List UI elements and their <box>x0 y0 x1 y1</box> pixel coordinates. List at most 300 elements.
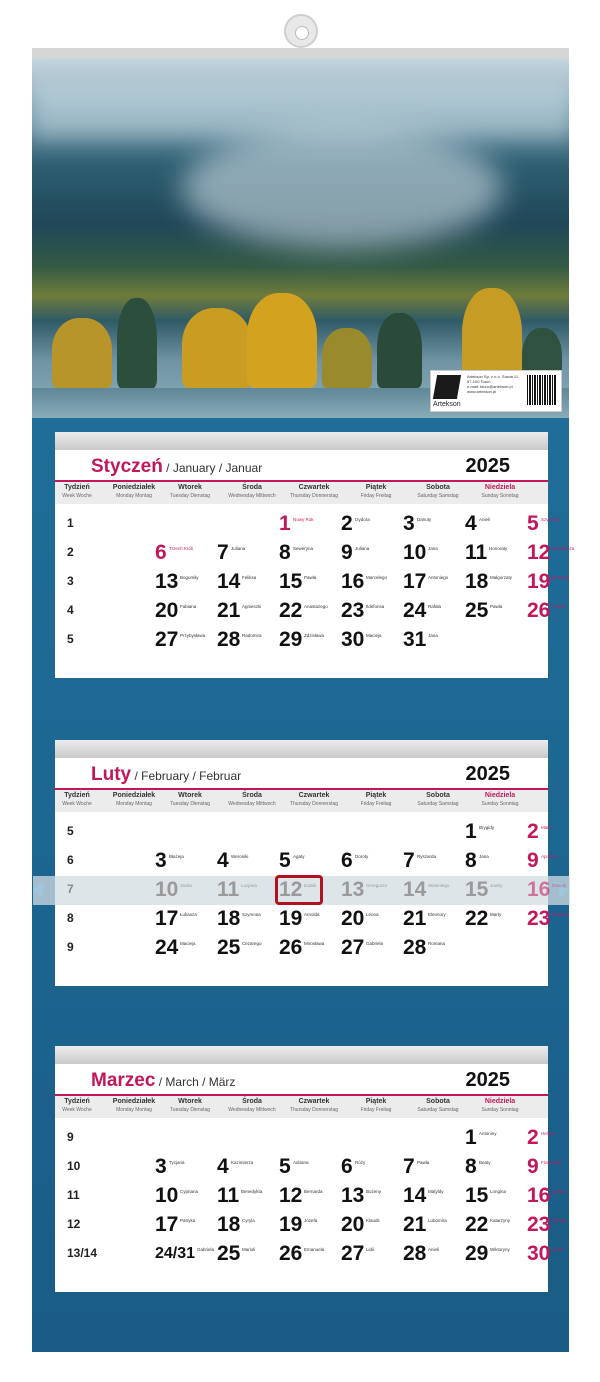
day-cell[interactable] <box>527 539 589 568</box>
week-number: 9 <box>67 940 74 954</box>
day-number: 3 <box>155 1155 167 1178</box>
weekday-header <box>221 484 283 500</box>
day-cell[interactable] <box>403 1182 465 1211</box>
week-row <box>55 568 569 597</box>
week-number: 1 <box>67 516 74 530</box>
name-day-text: Józefa <box>304 1218 318 1223</box>
day-number: 12 <box>279 878 303 901</box>
day-cell[interactable] <box>155 597 217 626</box>
name-day-text: Jana <box>428 633 438 638</box>
weekday-translation: Saturday Samstag <box>417 493 459 499</box>
name-day-text: Cyryla <box>242 1218 255 1223</box>
day-number: 21 <box>403 907 427 930</box>
day-cell[interactable] <box>465 1153 527 1182</box>
weeks-grid <box>55 510 575 655</box>
day-cell[interactable] <box>527 847 589 876</box>
day-number: 20 <box>155 599 179 622</box>
weekday-header-row <box>55 482 548 504</box>
day-cell[interactable] <box>279 1182 341 1211</box>
weekday-header <box>407 1098 469 1114</box>
day-number: 28 <box>403 936 427 959</box>
weekday-name: Piątek <box>365 792 387 799</box>
day-number: 4 <box>465 512 477 535</box>
day-cell[interactable] <box>527 1211 589 1240</box>
name-day-text: Agaty <box>293 854 305 859</box>
day-cell[interactable] <box>403 597 465 626</box>
day-cell[interactable] <box>341 1182 403 1211</box>
name-day-text: Tytusa <box>552 604 566 609</box>
name-day-text: Przybysława <box>180 633 206 638</box>
tree-yellow <box>322 328 372 388</box>
brand-logo-icon <box>433 375 461 399</box>
day-cell[interactable] <box>527 818 589 847</box>
week-row <box>55 626 548 655</box>
weekday-name: Sobota <box>426 792 450 799</box>
day-cell[interactable] <box>527 905 589 934</box>
day-cell[interactable] <box>527 510 589 539</box>
weekday-name: Piątek <box>365 484 387 491</box>
name-day-text: Franciszki <box>541 1160 562 1165</box>
weekday-name: Tydzień <box>64 792 90 799</box>
name-day-text: Seweryna <box>293 546 314 551</box>
day-cell[interactable] <box>279 905 341 934</box>
weekday-header <box>469 792 531 808</box>
day-cell[interactable] <box>465 1211 527 1240</box>
weekday-name: Niedziela <box>484 792 516 799</box>
day-cell[interactable] <box>279 626 341 655</box>
weekday-header <box>407 792 469 808</box>
day-cell[interactable] <box>341 597 403 626</box>
day-cell[interactable] <box>341 510 403 539</box>
name-day-text: Lubomira <box>428 1218 447 1223</box>
week-number: 12 <box>67 1217 81 1231</box>
weekday-header <box>103 1098 165 1114</box>
day-cell[interactable] <box>527 597 589 626</box>
day-cell[interactable] <box>527 1240 589 1269</box>
day-cell[interactable] <box>155 847 217 876</box>
week-row <box>55 818 551 847</box>
day-number: 12 <box>279 1184 303 1207</box>
name-day-text: Juliana <box>231 546 246 551</box>
name-day-text: Cezarego <box>242 941 262 946</box>
name-day-text: Henryka <box>552 575 569 580</box>
name-day-text: Adriana <box>293 1160 309 1165</box>
week-number: 5 <box>67 824 74 838</box>
day-number: 31 <box>403 628 427 651</box>
day-cell[interactable] <box>279 1240 341 1269</box>
day-cell[interactable] <box>465 876 527 905</box>
day-cell[interactable] <box>403 568 465 597</box>
month-card <box>55 450 575 678</box>
day-cell[interactable] <box>217 1182 279 1211</box>
day-number: 12 <box>527 541 551 564</box>
day-cell[interactable] <box>341 934 403 963</box>
day-cell[interactable] <box>155 568 217 597</box>
name-day-text: Róży <box>355 1160 366 1165</box>
day-number: 6 <box>341 1155 353 1178</box>
day-cell[interactable] <box>217 847 279 876</box>
day-cell[interactable] <box>217 597 279 626</box>
day-number: 26 <box>279 1242 303 1265</box>
weekday-translation: Wednesday Mittwoch <box>228 801 276 807</box>
day-cell[interactable] <box>279 847 341 876</box>
name-day-text: Szymona <box>242 912 261 917</box>
name-day-text: Błażeja <box>169 854 184 859</box>
week-row <box>55 539 575 568</box>
today-marker <box>275 875 323 905</box>
day-cell[interactable] <box>217 1153 279 1182</box>
day-number: 11 <box>217 1184 240 1207</box>
week-number: 7 <box>67 882 74 896</box>
name-day-text: Juliana <box>355 546 370 551</box>
day-cell[interactable] <box>403 847 465 876</box>
name-day-text: Mirosława <box>304 941 325 946</box>
weekday-translation: Week Woche <box>62 1107 92 1113</box>
name-day-text: Leona <box>366 912 379 917</box>
tree-yellow <box>247 293 317 388</box>
name-day-text: Radomira <box>242 633 262 638</box>
name-day-text: Rafała <box>428 604 442 609</box>
day-cell[interactable] <box>279 1211 341 1240</box>
weekday-translation: Thursday Donnerstag <box>289 1107 339 1113</box>
weekday-translation: Sunday Sonntag <box>481 801 519 807</box>
day-cell[interactable] <box>341 568 403 597</box>
landscape-photo <box>32 58 569 418</box>
day-number: 23 <box>527 1213 551 1236</box>
day-number: 10 <box>155 878 179 901</box>
month-name-translations: / January / Januar <box>162 461 263 475</box>
day-cell[interactable] <box>403 905 465 934</box>
weekday-header <box>283 1098 345 1114</box>
day-number: 14 <box>403 1184 427 1207</box>
day-cell[interactable] <box>217 626 279 655</box>
week-row <box>55 1153 562 1182</box>
week-number: 5 <box>67 632 74 646</box>
name-day-text: Antoniny <box>479 1131 497 1136</box>
weekday-header <box>283 792 345 808</box>
day-number: 1 <box>279 512 291 535</box>
day-cell[interactable] <box>527 1153 589 1182</box>
day-number: 19 <box>279 1213 303 1236</box>
name-day-text: Anastazego <box>304 604 328 609</box>
name-day-text: Agnieszki <box>242 604 262 609</box>
weekday-header <box>55 484 99 500</box>
day-cell[interactable] <box>155 1211 217 1240</box>
day-number: 21 <box>403 1213 427 1236</box>
week-row <box>55 597 566 626</box>
month-name-pl: Styczeń <box>91 456 163 477</box>
day-cell[interactable] <box>155 1182 217 1211</box>
day-cell[interactable] <box>279 510 341 539</box>
weekday-translation: Wednesday Mittwoch <box>228 1107 276 1113</box>
day-cell[interactable] <box>465 539 527 568</box>
name-day-text: Lidii <box>366 1247 375 1252</box>
day-cell[interactable] <box>465 1240 527 1269</box>
day-cell[interactable] <box>217 905 279 934</box>
day-number: 3 <box>403 512 415 535</box>
day-number: 16 <box>527 878 551 901</box>
name-day-text: Jana <box>479 854 489 859</box>
day-cell[interactable] <box>217 876 279 905</box>
day-cell[interactable] <box>217 1240 279 1269</box>
name-day-text: Eulalii <box>304 883 317 888</box>
weekday-header <box>159 1098 221 1114</box>
name-day-text: Honoraty <box>489 546 508 551</box>
day-number: 18 <box>217 907 241 930</box>
weekday-header <box>469 1098 531 1114</box>
week-number: 3 <box>67 574 74 588</box>
name-day-text: Longina <box>490 1189 507 1194</box>
day-cell[interactable] <box>403 539 465 568</box>
month-top-strip <box>55 432 548 450</box>
month-header <box>55 758 548 790</box>
day-cell[interactable] <box>341 876 403 905</box>
name-day-text: Ildefonsa <box>366 604 385 609</box>
name-day-text: Pawła <box>304 575 317 580</box>
weekday-name: Wtorek <box>178 484 202 491</box>
day-number: 13 <box>341 878 365 901</box>
day-cell[interactable] <box>155 1240 217 1269</box>
day-number: 5 <box>527 512 539 535</box>
weeks-grid <box>55 1124 566 1269</box>
day-cell[interactable] <box>217 1211 279 1240</box>
weekday-name: Środa <box>242 1098 262 1105</box>
day-cell[interactable] <box>403 626 465 655</box>
name-day-text: Trzech Króli <box>169 546 193 551</box>
day-number: 18 <box>217 1213 241 1236</box>
name-day-text: Macieja <box>180 941 196 946</box>
day-cell[interactable] <box>279 568 341 597</box>
weekday-name: Niedziela <box>484 1098 516 1105</box>
day-cell[interactable] <box>465 568 527 597</box>
day-cell[interactable] <box>341 1211 403 1240</box>
name-day-text: Walentego <box>428 883 450 888</box>
weekday-name: Poniedziałek <box>112 1098 156 1105</box>
day-number: 14 <box>403 878 427 901</box>
weekday-translation: Sunday Sonntag <box>481 1107 519 1113</box>
week-row <box>55 1240 564 1269</box>
name-day-text: Gabriela <box>197 1247 215 1252</box>
tree-green <box>377 313 422 388</box>
day-number: 20 <box>341 1213 365 1236</box>
day-number: 16 <box>341 570 365 593</box>
name-day-text: Bożeny <box>366 1189 382 1194</box>
weekday-name: Czwartek <box>298 1098 330 1105</box>
weeks-grid <box>55 818 569 963</box>
name-day-text: Antoniego <box>428 575 449 580</box>
day-cell[interactable] <box>465 818 527 847</box>
day-number: 13 <box>155 570 179 593</box>
day-cell[interactable] <box>217 568 279 597</box>
day-cell[interactable] <box>403 876 465 905</box>
day-cell[interactable] <box>155 1153 217 1182</box>
month-card <box>55 758 569 986</box>
name-day-text: Danuty <box>417 517 432 522</box>
name-day-text: Wiktoryny <box>490 1247 510 1252</box>
name-day-text: Kazimierza <box>231 1160 254 1165</box>
day-cell[interactable] <box>341 1153 403 1182</box>
day-number: 14 <box>217 570 241 593</box>
day-number: 4 <box>217 1155 229 1178</box>
weekday-name: Wtorek <box>178 1098 202 1105</box>
day-cell[interactable] <box>155 539 217 568</box>
month-top-strip <box>55 1046 548 1064</box>
weekday-translation: Thursday Donnerstag <box>289 801 339 807</box>
week-number: 9 <box>67 1130 74 1144</box>
day-number: 20 <box>341 907 365 930</box>
weekday-name: Wtorek <box>178 792 202 799</box>
name-day-text: Jacka <box>180 883 192 888</box>
day-number: 2 <box>341 512 353 535</box>
publisher-email: e-mail: biuro@artekson.pl <box>467 384 513 389</box>
weekday-header <box>469 484 531 500</box>
day-number: 24 <box>403 599 427 622</box>
name-day-text: Marioli <box>242 1247 256 1252</box>
name-day-text: Małgorzaty <box>490 575 513 580</box>
month-name-translations: / February / Februar <box>131 769 242 783</box>
day-number: 22 <box>279 599 303 622</box>
weekday-name: Niedziela <box>484 484 516 491</box>
day-number: 13 <box>341 1184 365 1207</box>
week-row <box>55 934 548 963</box>
publisher-address: Artekson Sp. z o.o. Sowia 11, 87-100 Toruń <box>467 374 520 384</box>
day-number: 25 <box>217 1242 241 1265</box>
name-day-text: Bogumiły <box>180 575 199 580</box>
day-cell[interactable] <box>279 539 341 568</box>
day-number: 24 <box>155 936 179 959</box>
month-name-pl: Marzec <box>91 1070 156 1091</box>
day-cell[interactable] <box>155 934 217 963</box>
weekday-header <box>55 1098 99 1114</box>
week-row <box>55 510 560 539</box>
day-number: 28 <box>403 1242 427 1265</box>
name-day-text: Danuty <box>552 883 567 888</box>
weekday-translation: Tuesday Dienstag <box>169 801 211 807</box>
day-number: 19 <box>279 907 303 930</box>
name-day-text: Romana <box>428 941 446 946</box>
weekday-translation: Week Woche <box>62 493 92 499</box>
day-cell[interactable] <box>465 847 527 876</box>
day-cell[interactable] <box>465 1182 527 1211</box>
day-number: 6 <box>155 541 167 564</box>
day-number: 7 <box>403 849 415 872</box>
weekday-translation: Friday Freitag <box>360 1107 392 1113</box>
day-number: 29 <box>279 628 303 651</box>
weekday-translation: Monday Montag <box>116 801 152 807</box>
weekday-name: Poniedziałek <box>112 792 156 799</box>
day-cell[interactable] <box>527 1124 589 1153</box>
weekday-translation: Saturday Samstag <box>417 1107 459 1113</box>
day-cell[interactable] <box>217 934 279 963</box>
tree-yellow <box>52 318 112 388</box>
day-cell[interactable] <box>465 905 527 934</box>
name-day-text: Heleny <box>541 1131 556 1136</box>
weekday-name: Czwartek <box>298 484 330 491</box>
week-marker-left-icon[interactable] <box>33 882 43 898</box>
day-cell[interactable] <box>341 905 403 934</box>
day-number: 26 <box>527 599 551 622</box>
name-day-text: Benedykta <box>241 1189 263 1194</box>
name-day-text: Anieli <box>552 1247 564 1252</box>
weekday-translation: Tuesday Dienstag <box>169 1107 211 1113</box>
day-cell[interactable] <box>465 597 527 626</box>
weekday-header <box>345 792 407 808</box>
name-day-text: Pelagii <box>552 1218 566 1223</box>
weekday-header <box>103 484 165 500</box>
week-number: 13/14 <box>67 1246 98 1260</box>
name-day-text: Szymona <box>541 517 560 522</box>
day-cell[interactable] <box>217 539 279 568</box>
day-cell[interactable] <box>341 847 403 876</box>
month-header <box>55 1064 548 1096</box>
week-number: 8 <box>67 911 74 925</box>
weekday-header-row <box>55 1096 548 1118</box>
day-cell[interactable] <box>341 626 403 655</box>
weekday-name: Tydzień <box>64 484 90 491</box>
day-number: 1 <box>465 820 477 843</box>
day-cell[interactable] <box>279 1153 341 1182</box>
day-cell[interactable] <box>341 539 403 568</box>
day-number: 17 <box>403 570 427 593</box>
day-cell[interactable] <box>403 1240 465 1269</box>
publisher-web: www.artekson.pl <box>467 389 497 394</box>
day-cell[interactable] <box>403 934 465 963</box>
day-cell[interactable] <box>527 1182 589 1211</box>
weekday-name: Piątek <box>365 1098 387 1105</box>
day-cell[interactable] <box>403 1211 465 1240</box>
week-row <box>55 876 567 905</box>
week-row <box>55 1211 566 1240</box>
day-cell[interactable] <box>527 568 589 597</box>
name-day-text: Feliksa <box>242 575 257 580</box>
name-day-text: Zdzisława <box>304 633 325 638</box>
day-cell[interactable] <box>403 510 465 539</box>
day-number: 21 <box>217 599 241 622</box>
month-block-1 <box>55 740 569 986</box>
day-number: 9 <box>527 849 539 872</box>
day-cell[interactable] <box>465 1124 527 1153</box>
day-cell[interactable] <box>465 510 527 539</box>
day-cell[interactable] <box>527 876 589 905</box>
day-cell[interactable] <box>155 626 217 655</box>
week-row <box>55 905 569 934</box>
name-day-text: Katarzyny <box>490 1218 511 1223</box>
day-number: 15 <box>465 1184 489 1207</box>
day-number: 23 <box>341 599 365 622</box>
week-number: 11 <box>67 1188 80 1202</box>
day-cell[interactable] <box>279 597 341 626</box>
weekday-translation: Friday Freitag <box>360 801 392 807</box>
day-cell[interactable] <box>279 934 341 963</box>
name-day-text: Romany <box>552 912 569 917</box>
publisher-logo-box <box>430 370 562 412</box>
day-number: 1 <box>465 1126 477 1149</box>
weekday-name: Środa <box>242 484 262 491</box>
day-cell[interactable] <box>155 876 217 905</box>
name-day-text: Matyldy <box>428 1189 444 1194</box>
name-day-text: Grzegorza <box>366 883 388 888</box>
day-number: 25 <box>465 599 489 622</box>
day-cell[interactable] <box>155 905 217 934</box>
day-number: 10 <box>155 1184 179 1207</box>
name-day-text: Klaudii <box>366 1218 380 1223</box>
name-day-text: Apolonii <box>541 854 558 859</box>
day-cell[interactable] <box>341 1240 403 1269</box>
tree-green <box>117 298 157 388</box>
weekday-name: Sobota <box>426 1098 450 1105</box>
barcode <box>527 375 557 405</box>
day-cell[interactable] <box>403 1153 465 1182</box>
